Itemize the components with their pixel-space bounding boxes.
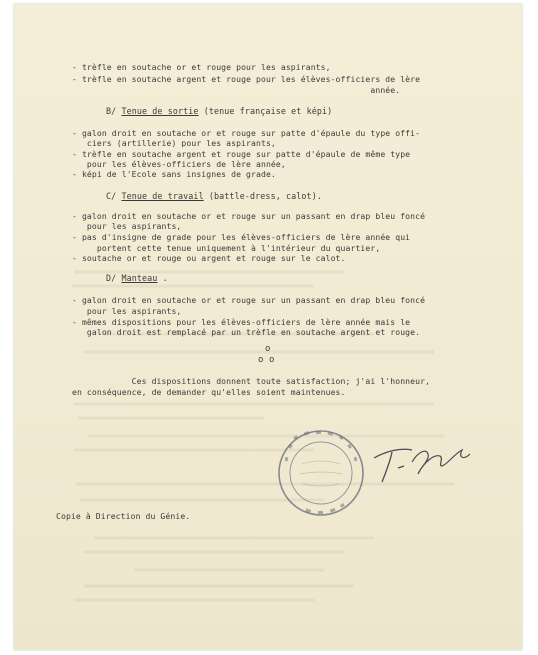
section-d-item: pour les aspirants, xyxy=(72,306,182,316)
section-d-suffix: . xyxy=(157,273,168,283)
closing-line-2: en conséquence, de demander qu'elles soient maintenues. xyxy=(72,387,346,397)
section-b-item: - képi de l'Ecole sans insignes de grade. xyxy=(72,169,276,179)
closing-line-1: Ces dispositions donnent toute satisfaction; j'ai l'honneur, xyxy=(72,376,431,386)
section-c-item: - pas d'insigne de grade pour les élèves-officiers de lère année qui xyxy=(72,232,411,242)
section-c-item: - galon droit en soutache or et rouge sur un passant en drap bleu foncé xyxy=(72,211,426,221)
section-d-item: galon droit est remplacé par un trèfle en soutache argent et rouge. xyxy=(72,327,421,337)
section-c-heading xyxy=(106,191,322,201)
section-b-letter: B/ xyxy=(106,106,122,116)
section-d-title: Manteau xyxy=(121,273,158,283)
section-b-item: ciers (artillerie) pour les aspirants, xyxy=(72,138,276,148)
section-b-item: - galon droit en soutache or et rouge sur patte d'épaule du type offi- xyxy=(72,128,421,138)
separator-top: o xyxy=(265,344,271,354)
section-c-item: - soutache or et rouge ou argent et rouge sur le calot. xyxy=(72,253,346,263)
document-page xyxy=(14,4,522,650)
copy-line: Copie à Direction du Génie. xyxy=(56,511,191,521)
handwritten-signature xyxy=(368,438,476,488)
top-list-item-1: - trèfle en soutache or et rouge pour les aspirants, xyxy=(72,62,331,72)
section-d-item: - mêmes dispositions pour les élèves-officiers de lère année mais le xyxy=(72,317,411,327)
section-b-title: Tenue de sortie xyxy=(121,106,199,116)
section-b-suffix: (tenue française et képi) xyxy=(198,106,333,116)
section-d-heading xyxy=(106,273,168,283)
section-c-item: pour les aspirants, xyxy=(72,221,182,231)
section-b-heading xyxy=(106,106,332,116)
section-b-item: pour les élèves-officiers de lère année, xyxy=(72,159,286,169)
section-d-item: - galon droit en soutache or et rouge sur un passant en drap bleu foncé xyxy=(72,295,426,305)
section-c-item: portent cette tenue uniquement à l'intérieur du quartier, xyxy=(72,243,381,253)
section-d-letter: D/ xyxy=(106,273,122,283)
top-list-item-2-cont: année. xyxy=(72,85,401,95)
official-stamp xyxy=(276,428,366,518)
section-c-title: Tenue de travail xyxy=(121,191,204,201)
separator-bottom: o o xyxy=(258,355,275,365)
top-list-item-2: - trèfle en soutache argent et rouge pour les élèves-officiers de lère xyxy=(72,74,421,84)
section-c-suffix: (battle-dress, calot). xyxy=(203,191,322,201)
section-c-letter: C/ xyxy=(106,191,122,201)
section-b-item: - trèfle en soutache argent et rouge sur patte d'épaule de même type xyxy=(72,149,411,159)
